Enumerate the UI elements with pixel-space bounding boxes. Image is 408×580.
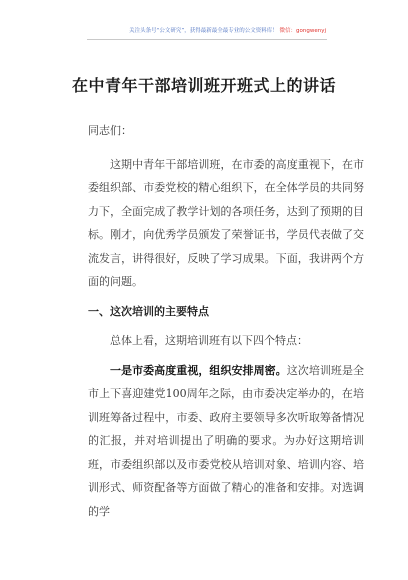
section-heading-1: 一、这次培训的主要特点 — [88, 304, 209, 318]
header-divider — [87, 39, 327, 40]
greeting: 同志们： — [88, 124, 132, 137]
point-1-lead: 一是市委高度重视，组织安排周密。 — [110, 363, 287, 377]
document-body — [88, 119, 364, 523]
header-note-prefix: 关注头条号“公文研究”，获得最新最全最专业的公文资料库！ — [129, 28, 278, 34]
section-intro: 总体上看，这期培训班有以下四个特点： — [110, 334, 308, 347]
header-note-wechat: 微信：gongwenyj — [279, 28, 326, 34]
point-1-paragraph — [88, 359, 364, 524]
document-title: 在中青年干部培训班开班式上的讲话 — [71, 76, 336, 95]
header-note — [129, 27, 326, 35]
point-1-text: 这次培训班是全市上下喜迎建党100周年之际，由市委决定举办的，在培训班筹备过程中，市委、政府主要领导多次听取筹备情况的汇报，并对培训提出了明确的要求。为办好这期培训班，市委组织部以及市委党校从培训对象、培训内容、培训形式、师资配备等方面做了精心的准备和安排。对选调的学 — [88, 363, 365, 518]
intro-paragraph: 这期中青年干部培训班，在市委的高度重视下，在市委组织部、市委党校的精心组织下，在全体学员的共同努力下，全面完成了教学计划的各项任务，达到了预期的目标。刚才，向优秀学员颁发了荣誉证书，学员代表做了交流发言，讲得很好，反映了学习成果。下面，我讲两个方面的问题。 — [88, 157, 364, 288]
